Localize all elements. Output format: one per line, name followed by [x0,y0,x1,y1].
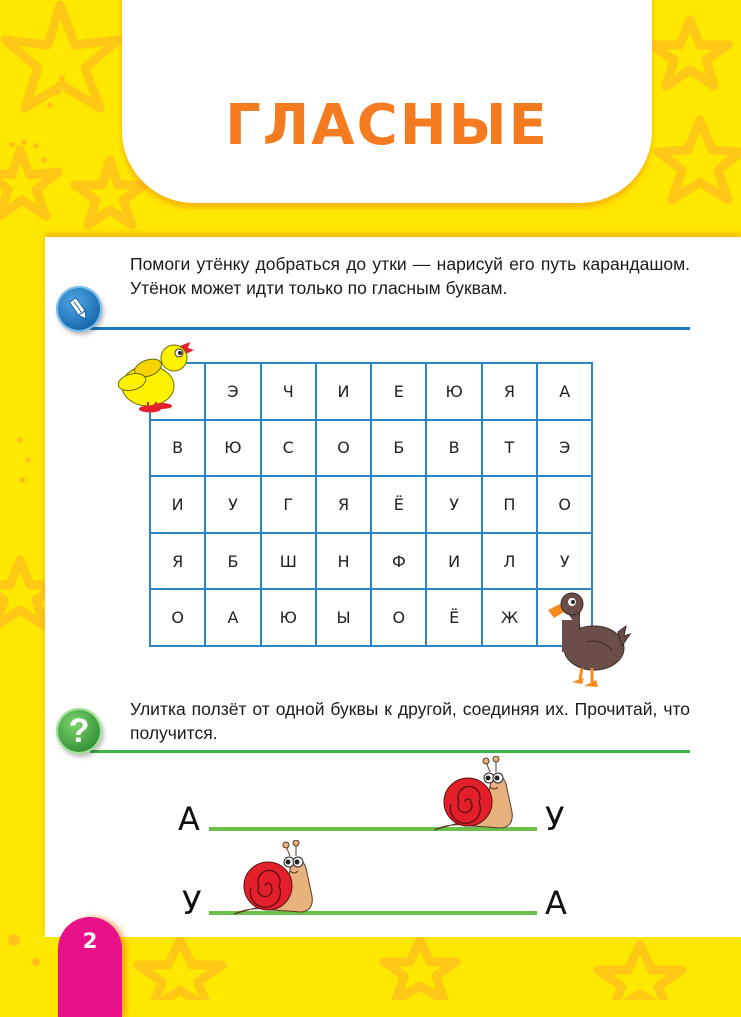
grid-cell[interactable]: Т [483,421,538,478]
grid-cell[interactable]: Ш [262,534,317,591]
grid-cell[interactable]: Н [317,534,372,591]
task1-instruction: Помоги утёнку добраться до утки — нарисуй его путь карандашом. Утёнок может идти только по гласным буквам. [130,254,690,298]
grid-cell[interactable]: У [538,534,593,591]
row2-left-letter: У [182,884,202,922]
duck-illustration [542,590,632,690]
task2-instruction: Улитка ползёт от одной буквы к другой, соединяя их. Прочитай, что получится. [130,699,690,743]
row2-right-letter: А [545,884,567,922]
grid-cell[interactable]: Ж [483,590,538,647]
grid-cell[interactable]: Я [151,534,206,591]
grid-cell[interactable]: С [262,421,317,478]
grid-cell[interactable]: Б [206,534,261,591]
grid-cell[interactable]: П [483,477,538,534]
grid-cell[interactable]: О [151,590,206,647]
grid-cell[interactable]: Я [317,477,372,534]
grid-cell[interactable]: Ч [262,364,317,421]
grid-cell[interactable]: Ю [206,421,261,478]
grid-cell[interactable]: А [206,590,261,647]
grid-cell[interactable]: И [427,534,482,591]
page-number: 2 [82,929,98,953]
row1-right-letter: У [545,800,565,838]
grid-cell[interactable]: И [151,477,206,534]
task1-divider [90,327,690,330]
grid-cell[interactable]: Е [372,364,427,421]
letter-maze-grid [149,362,593,647]
grid-cell[interactable]: Э [538,421,593,478]
question-icon: ? [56,708,102,754]
grid-cell[interactable]: Ф [372,534,427,591]
grid-cell[interactable]: А [538,364,593,421]
grid-cell[interactable]: Л [483,534,538,591]
grid-cell[interactable]: В [427,421,482,478]
grid-cell[interactable]: Ы [317,590,372,647]
grid-cell[interactable]: Г [262,477,317,534]
duckling-illustration [118,338,198,414]
grid-cell[interactable]: Ё [427,590,482,647]
task2-divider [90,750,690,753]
pencil-icon [56,286,102,332]
grid-cell[interactable]: О [372,590,427,647]
snail-illustration [432,756,516,840]
grid-cell[interactable]: И [317,364,372,421]
grid-cell[interactable]: В [151,421,206,478]
title-card [122,0,652,203]
page-number-tab [58,917,122,1017]
grid-cell[interactable]: Я [483,364,538,421]
grid-cell[interactable]: У [206,477,261,534]
grid-cell[interactable]: Ё [372,477,427,534]
grid-cell[interactable]: О [317,421,372,478]
grid-cell[interactable]: У [427,477,482,534]
row1-left-letter: А [178,800,200,838]
page-title: ГЛАСНЫЕ [225,93,549,158]
grid-cell[interactable]: Б [372,421,427,478]
grid-cell[interactable]: Ю [262,590,317,647]
grid-cell[interactable]: О [538,477,593,534]
grid-cell[interactable]: Ю [427,364,482,421]
grid-cell[interactable]: Э [206,364,261,421]
snail-illustration [232,840,316,924]
